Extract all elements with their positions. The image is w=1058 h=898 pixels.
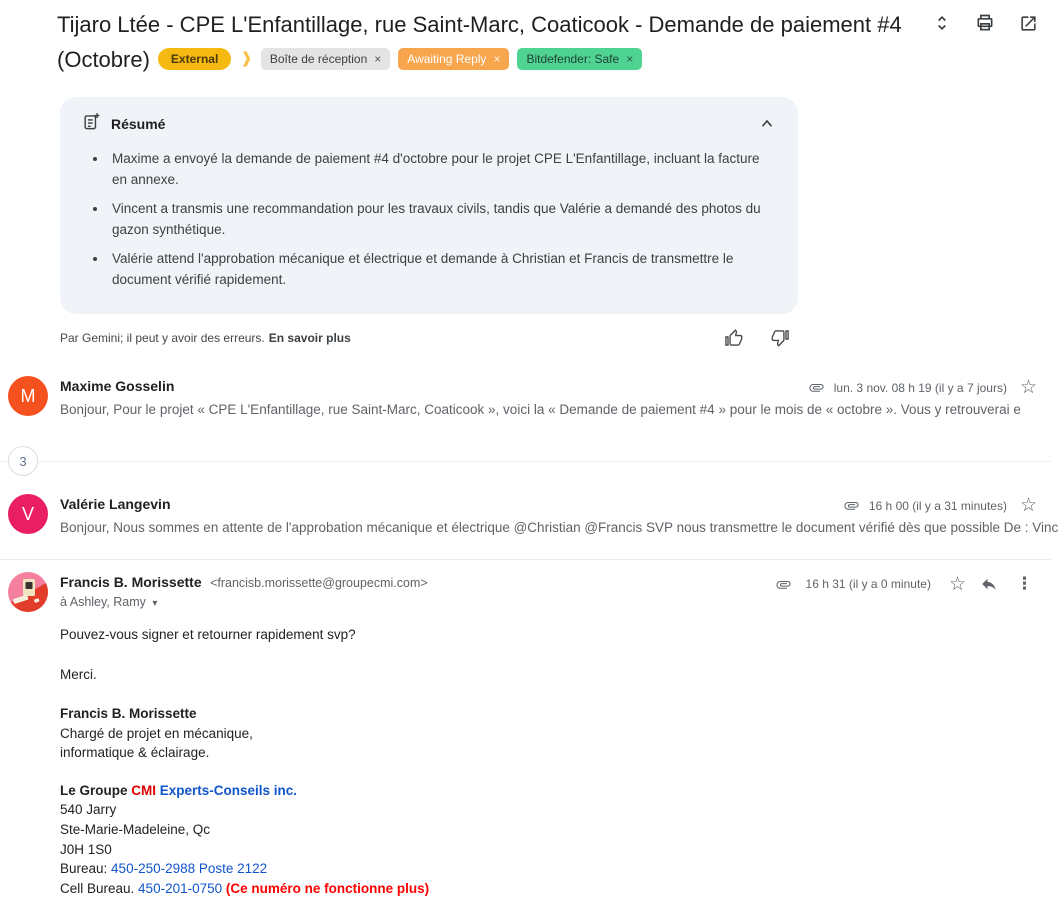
avatar[interactable] xyxy=(8,572,48,612)
signature-name: Francis B. Morissette xyxy=(60,706,197,721)
signature-address: J0H 1S0 xyxy=(60,841,112,857)
summary-bullet: • Maxime a envoyé la demande de paiement #4 d'octobre pour le projet CPE L'Enfantillage, incluant la facture en annexe. xyxy=(108,148,776,190)
label-remove-icon[interactable]: × xyxy=(493,52,501,66)
label-bitdefender-safe[interactable] xyxy=(517,48,642,70)
reply-icon[interactable] xyxy=(980,575,998,593)
gemini-summary-card xyxy=(60,97,798,314)
label-text: Bitdefender: Safe xyxy=(526,52,620,66)
recipients-dropdown[interactable] xyxy=(60,595,1039,609)
attachment-icon xyxy=(808,379,825,396)
message-date: lun. 3 nov. 08 h 19 (il y a 7 jours) xyxy=(833,380,1007,395)
summary-bullet: • Valérie attend l'approbation mécanique et électrique et demande à Christian et Francis de transmettre le document vérifié rapidement. xyxy=(108,248,776,290)
divider xyxy=(0,461,1051,462)
message-row-valerie[interactable] xyxy=(0,484,1058,560)
cell-label: Cell Bureau. xyxy=(60,880,139,896)
collapse-summary-icon[interactable] xyxy=(758,115,776,133)
message-date: 16 h 00 (il y a 31 minutes) xyxy=(868,498,1007,513)
thumbs-up-icon[interactable] xyxy=(724,328,744,348)
sender-name: Maxime Gosselin xyxy=(60,378,175,394)
more-options-icon[interactable]: ⋮ xyxy=(1016,574,1033,593)
signature-company xyxy=(60,781,1051,801)
avatar[interactable]: V xyxy=(8,494,48,534)
avatar[interactable]: M xyxy=(8,376,48,416)
attachment-icon xyxy=(775,576,792,593)
recipients-text: à Ashley, Ramy xyxy=(60,595,146,609)
summary-title: Résumé xyxy=(111,116,166,132)
summarize-icon xyxy=(82,112,101,136)
sender-email: <francisb.morissette@groupecmi.com> xyxy=(210,576,428,590)
company-suffix: Experts-Conseils inc. xyxy=(156,782,298,798)
chevron-down-icon: ▾ xyxy=(152,598,158,609)
star-icon[interactable]: ☆ xyxy=(948,573,966,595)
collapsed-messages-divider xyxy=(0,440,1051,484)
expand-all-icon[interactable] xyxy=(931,12,953,34)
label-remove-icon[interactable]: × xyxy=(626,52,634,66)
summary-bullet-list xyxy=(108,148,776,290)
label-remove-icon[interactable]: × xyxy=(374,52,382,66)
office-phone-link[interactable]: 450-250-2988 Poste 2122 xyxy=(111,861,268,877)
body-paragraph: Pouvez-vous signer et retourner rapidement svp? xyxy=(60,627,356,642)
signature-cell-phone xyxy=(60,879,1051,898)
phone-warning: (Ce numéro ne fonctionne plus) xyxy=(222,880,430,896)
learn-more-link[interactable]: En savoir plus xyxy=(268,331,351,345)
message-date: 16 h 31 (il y a 0 minute) xyxy=(805,577,931,591)
thumbs-down-icon[interactable] xyxy=(770,328,790,348)
sender-name: Francis B. Morissette xyxy=(60,574,202,590)
signature-role: informatique & éclairage. xyxy=(60,745,210,761)
attachment-icon xyxy=(843,497,860,514)
gemini-disclaimer: Par Gemini; il peut y avoir des erreurs. xyxy=(60,331,265,345)
signature-role: Chargé de projet en mécanique, xyxy=(60,725,253,741)
message-row-francis xyxy=(0,560,1051,609)
signature-address: Ste-Marie-Madeleine, Qc xyxy=(60,821,211,837)
label-external[interactable]: External xyxy=(158,48,231,70)
message-row-maxime[interactable] xyxy=(0,366,1051,440)
signature-address: 540 Jarry xyxy=(60,802,117,818)
company-prefix: Le Groupe xyxy=(60,782,132,798)
sender-name: Valérie Langevin xyxy=(60,496,171,512)
thread-subject: Tijaro Ltée - CPE L'Enfantillage, rue Saint-Marc, Coaticook - Demande de paiement #4 (Octobre) xyxy=(57,12,902,72)
important-marker-icon: ❱ xyxy=(240,50,253,67)
print-icon[interactable] xyxy=(974,12,996,34)
office-label: Bureau: xyxy=(60,861,112,877)
summary-bullet: • Vincent a transmis une recommandation pour les travaux civils, tandis que Valérie a demandé des photos du gazon synthétique. xyxy=(108,198,776,240)
label-awaiting-reply[interactable] xyxy=(398,48,509,70)
thread-header xyxy=(0,0,1051,77)
star-icon[interactable]: ☆ xyxy=(1019,495,1037,516)
label-text: Awaiting Reply xyxy=(407,52,487,66)
gemini-disclaimer-row xyxy=(60,328,798,348)
star-icon[interactable]: ☆ xyxy=(1019,377,1037,398)
open-in-new-window-icon[interactable] xyxy=(1017,12,1039,34)
message-body xyxy=(0,609,1051,898)
cell-phone-link[interactable]: 450-201-0750 xyxy=(138,880,223,896)
body-paragraph: Merci. xyxy=(60,667,97,682)
company-cmi: CMI xyxy=(131,782,157,798)
label-inbox[interactable] xyxy=(261,48,390,70)
message-snippet: Bonjour, Pour le projet « CPE L'Enfantillage, rue Saint-Marc, Coaticook », voici la « Demande de paiement #4 » pour le mois de « octobre ». Vous y retrouverai e xyxy=(60,402,1021,417)
message-snippet: Bonjour, Nous sommes en attente de l'approbation mécanique et électrique @Christian @Francis SVP nous transmettre le document vérifié dès que possible De : Vinc xyxy=(60,520,1058,535)
signature-office-phone xyxy=(60,859,1051,879)
collapsed-count-button[interactable]: 3 xyxy=(8,446,38,476)
label-text: Boîte de réception xyxy=(269,52,368,66)
